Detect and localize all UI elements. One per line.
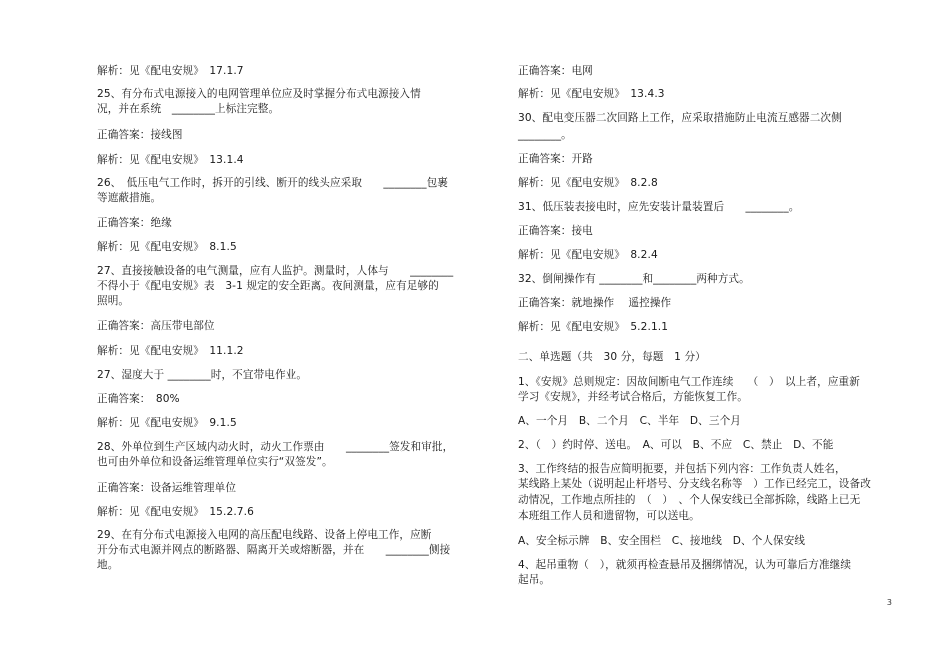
question-2: 2、（ ）约时停、送电。 A、可以 B、不应 C、禁止 D、不能: [518, 439, 834, 451]
question-3: 3、工作终结的报告应简明扼要，并包括下列内容：工作负责人姓名，: [518, 463, 846, 475]
question-29: 29、在有分布式电源接入电网的高压配电线路、设备上停电工作，应断: [97, 529, 432, 541]
text-line: 解析：见《配电安规》 11.1.2: [97, 345, 244, 357]
text-line: 解析：见《配电安规》 17.1.7: [97, 65, 244, 77]
text-line: 况，并在系统 ________上标注完整。: [97, 103, 280, 115]
page-number: 3: [886, 598, 892, 607]
question-31: 31、低压装表接电时，应先安装计量装置后 ________。: [518, 201, 800, 213]
text-line: 照明。: [97, 295, 130, 307]
text-line: 起吊。: [518, 574, 551, 586]
answer-line: 正确答案：开路: [518, 153, 593, 165]
text-line: 本班组工作人员和遗留物，可以送电。: [518, 510, 700, 522]
answer-line: 正确答案：设备运维管理单位: [97, 482, 237, 494]
text-line: 解析：见《配电安规》 15.2.7.6: [97, 506, 254, 518]
answer-line: 正确答案：电网: [518, 65, 593, 77]
question-4: 4、起吊重物（ ），就须再检查悬吊及捆绑情况，认为可靠后方准继续: [518, 559, 852, 571]
answer-line: 正确答案：高压带电部位: [97, 320, 215, 332]
question-32: 32、倒闸操作有 ________和________两种方式。: [518, 273, 750, 285]
question-27a: 27、直接接触设备的电气测量，应有人监护。测量时，人体与 ________: [97, 265, 454, 277]
text-line: 解析：见《配电安规》 8.2.8: [518, 177, 658, 189]
text-line: ________。: [518, 129, 572, 141]
question-1: 1、《安规》总则规定：因故间断电气工作连续 （ ） 以上者，应重新: [518, 376, 860, 388]
text-line: 解析：见《配电安规》 8.2.4: [518, 249, 658, 261]
text-line: 等遮蔽措施。: [97, 192, 162, 204]
question-28: 28、外单位到生产区域内动火时，动火工作票由 ________签发和审批，: [97, 441, 454, 453]
text-line: 解析：见《配电安规》 5.2.1.1: [518, 321, 669, 333]
text-line: 解析：见《配电安规》 8.1.5: [97, 241, 237, 253]
question-26: 26、 低压电气工作时，拆开的引线、断开的线头应采取 ________包裹: [97, 177, 448, 189]
text-line: 不得小于《配电安规》表 3-1 规定的安全距离。夜间测量，应有足够的: [97, 280, 439, 292]
text-line: 解析：见《配电安规》 9.1.5: [97, 417, 237, 429]
answer-line: 正确答案：接电: [518, 225, 593, 237]
text-line: 解析：见《配电安规》 13.1.4: [97, 154, 244, 166]
answer-line: 正确答案：接线图: [97, 129, 183, 141]
text-line: 解析：见《配电安规》 13.4.3: [518, 88, 665, 100]
text-line: 学习《安规》，并经考试合格后，方能恢复工作。: [518, 391, 748, 403]
question-25: 25、有分布式电源接入的电网管理单位应及时掌握分布式电源接入情: [97, 88, 421, 100]
question-27b: 27、湿度大于 ________时，不宜带电作业。: [97, 369, 308, 381]
options-line: A、一个月 B、二个月 C、半年 D、三个月: [518, 415, 741, 427]
text-line: 动情况，工作地点所挂的 （ ） 、个人保安线已全部拆除，线路上已无: [518, 494, 861, 506]
answer-line: 正确答案：绝缘: [97, 217, 172, 229]
text-line: 地。: [97, 559, 119, 571]
options-line: A、安全标示牌 B、安全围栏 C、接地线 D、个人保安线: [518, 535, 806, 547]
text-line: 某线路上某处（说明起止杆塔号、分支线名称等 ）工作已经完工，设备改: [518, 478, 871, 490]
text-line: 开分布式电源并网点的断路器、隔离开关或熔断器，并在 ________侧接: [97, 544, 451, 556]
section-heading: 二、单选题（共 30 分，每题 1 分）: [518, 351, 706, 363]
answer-line: 正确答案：就地操作 遥控操作: [518, 297, 672, 309]
text-line: 也可由外单位和设备运维管理单位实行“双签发”。: [97, 456, 333, 468]
question-30: 30、配电变压器二次回路上工作，应采取措施防止电流互感器二次侧: [518, 112, 842, 124]
answer-line: 正确答案： 80%: [97, 393, 180, 405]
